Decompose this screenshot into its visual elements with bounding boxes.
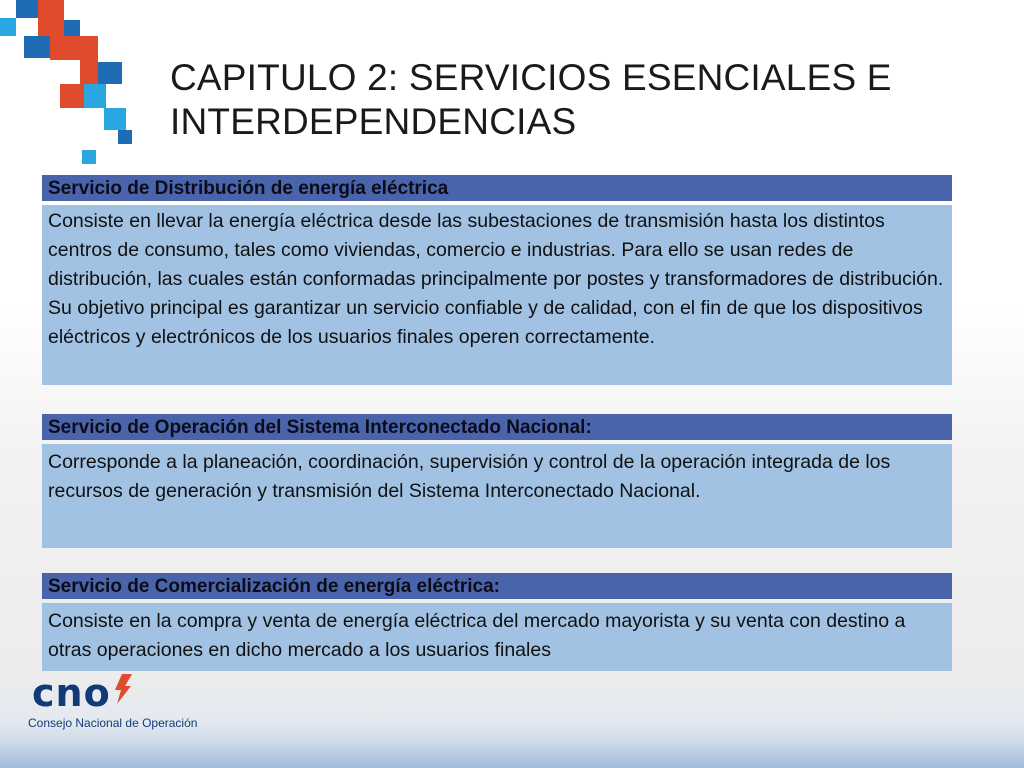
- section-body: Consiste en la compra y venta de energía eléctrica del mercado mayorista y su venta con destino a otras operaciones en dicho mercado a los usuarios finales: [42, 603, 952, 671]
- deco-square: [16, 0, 38, 18]
- cno-logo: [28, 671, 198, 730]
- section-body: Corresponde a la planeación, coordinación, supervisión y control de la operación integrada de los recursos de generación y transmisión del Sistema Interconectado Nacional.: [42, 444, 952, 548]
- deco-square: [84, 84, 106, 108]
- deco-square: [104, 108, 126, 130]
- section-operation: [42, 414, 952, 548]
- deco-square: [50, 36, 98, 60]
- deco-square: [24, 36, 50, 58]
- deco-square: [98, 62, 122, 84]
- decorative-squares: [0, 0, 150, 170]
- logo-tagline: Consejo Nacional de Operación: [28, 716, 198, 730]
- section-distribution: [42, 175, 952, 385]
- slide-title-line-1: CAPITULO 2: SERVICIOS ESENCIALES E: [170, 57, 892, 98]
- section-commercialization: [42, 573, 952, 671]
- deco-square: [60, 84, 84, 108]
- deco-square: [38, 0, 64, 36]
- slide-title-line-2: INTERDEPENDENCIAS: [170, 101, 577, 142]
- deco-square: [82, 150, 96, 164]
- lightning-bolt-icon: [113, 674, 133, 704]
- deco-square: [80, 60, 98, 84]
- slide-title: [170, 56, 990, 144]
- section-heading: Servicio de Comercialización de energía eléctrica:: [42, 573, 952, 599]
- deco-square: [118, 130, 132, 144]
- logo-mark: [32, 671, 197, 715]
- section-heading: Servicio de Distribución de energía eléctrica: [42, 175, 952, 201]
- deco-square: [64, 20, 80, 36]
- deco-square: [0, 18, 16, 36]
- section-heading: Servicio de Operación del Sistema Interconectado Nacional:: [42, 414, 952, 440]
- section-body: Consiste en llevar la energía eléctrica desde las subestaciones de transmisión hasta los distintos centros de consumo, tales como viviendas, comercio e industrias. Para ello se usan redes de distribución, las cuales están conformadas principalmente por postes y transformadores de distribución. Su objetivo principal es garantizar un servicio confiable y de calidad, con el fin de que los dispositivos eléctricos y electrónicos de los usuarios finales operen correctamente.: [42, 205, 952, 385]
- logo-name: cno: [32, 671, 111, 715]
